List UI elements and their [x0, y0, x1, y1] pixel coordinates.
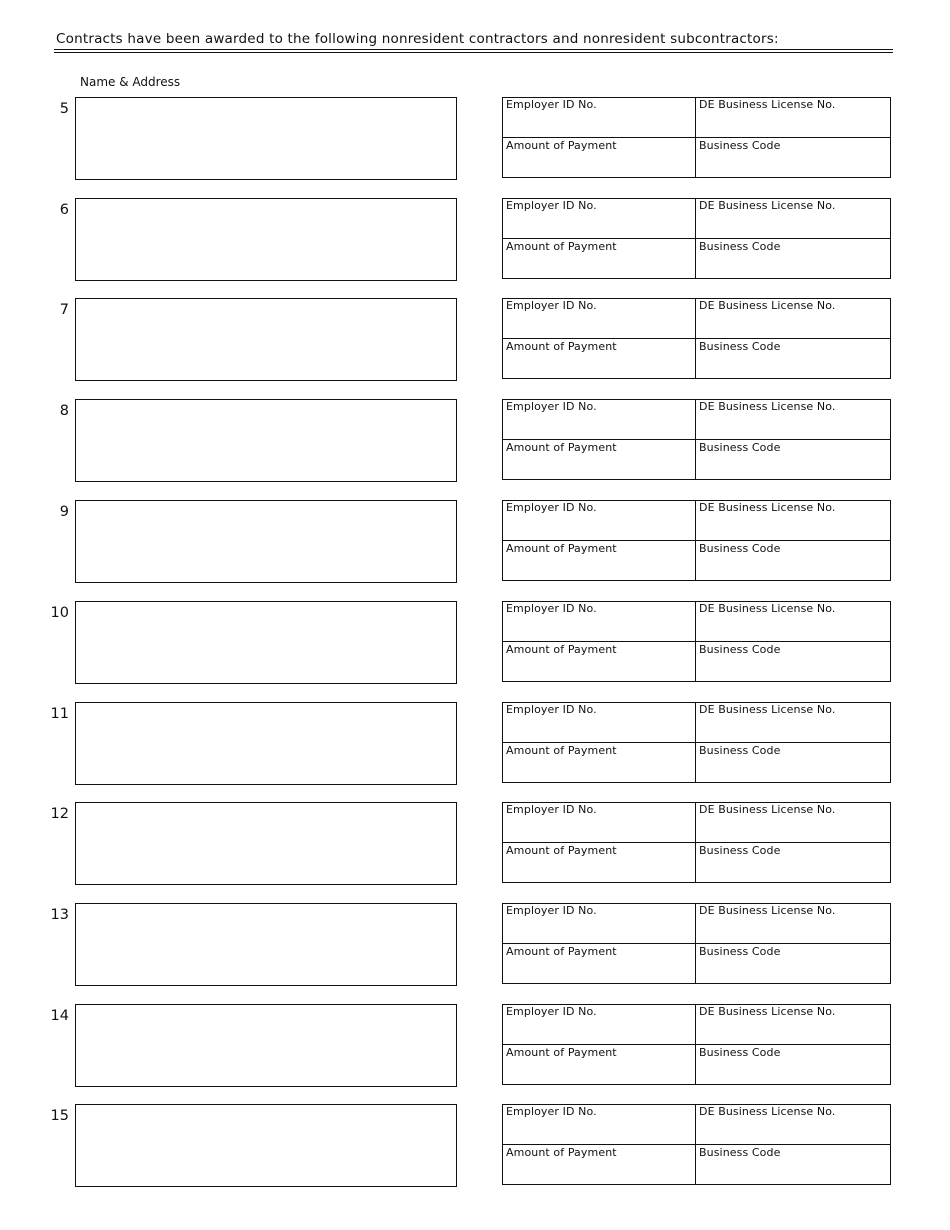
employer-id-field[interactable]: Employer ID No.	[506, 1105, 597, 1118]
amount-of-payment-field[interactable]: Amount of Payment	[506, 441, 617, 454]
contractor-entry	[0, 1004, 950, 1090]
entry-number: 9	[59, 504, 69, 520]
contractor-entry	[0, 298, 950, 384]
employer-id-field[interactable]: Employer ID No.	[506, 703, 597, 716]
employer-id-field[interactable]: Employer ID No.	[506, 1005, 597, 1018]
name-address-field[interactable]	[75, 198, 457, 281]
amount-of-payment-field[interactable]: Amount of Payment	[506, 643, 617, 656]
business-code-field[interactable]: Business Code	[699, 542, 781, 555]
contractor-entry	[0, 500, 950, 586]
grid-divider	[503, 641, 890, 642]
grid-divider	[503, 338, 890, 339]
employer-id-field[interactable]: Employer ID No.	[506, 602, 597, 615]
header-rule-bottom	[54, 52, 893, 53]
contractor-info-grid	[502, 500, 891, 581]
business-license-field[interactable]: DE Business License No.	[699, 602, 836, 615]
contractor-info-grid	[502, 601, 891, 682]
contractor-entry	[0, 198, 950, 284]
name-address-field[interactable]	[75, 702, 457, 785]
header-rule-top	[54, 49, 893, 50]
business-code-field[interactable]: Business Code	[699, 1046, 781, 1059]
amount-of-payment-field[interactable]: Amount of Payment	[506, 542, 617, 555]
business-license-field[interactable]: DE Business License No.	[699, 1005, 836, 1018]
name-address-field[interactable]	[75, 1004, 457, 1087]
business-code-field[interactable]: Business Code	[699, 139, 781, 152]
entry-number: 10	[50, 605, 69, 621]
employer-id-field[interactable]: Employer ID No.	[506, 501, 597, 514]
business-license-field[interactable]: DE Business License No.	[699, 703, 836, 716]
grid-divider	[503, 742, 890, 743]
grid-divider	[503, 439, 890, 440]
name-address-field[interactable]	[75, 399, 457, 482]
form-header-text: Contracts have been awarded to the following nonresident contractors and nonresident subcontractors:	[56, 31, 779, 47]
name-address-field[interactable]	[75, 601, 457, 684]
entry-number: 13	[50, 907, 69, 923]
business-code-field[interactable]: Business Code	[699, 643, 781, 656]
employer-id-field[interactable]: Employer ID No.	[506, 299, 597, 312]
business-license-field[interactable]: DE Business License No.	[699, 1105, 836, 1118]
grid-divider	[503, 1144, 890, 1145]
employer-id-field[interactable]: Employer ID No.	[506, 400, 597, 413]
entry-number: 15	[50, 1108, 69, 1124]
business-license-field[interactable]: DE Business License No.	[699, 299, 836, 312]
entry-number: 8	[59, 403, 69, 419]
name-address-field[interactable]	[75, 802, 457, 885]
business-code-field[interactable]: Business Code	[699, 744, 781, 757]
grid-divider	[503, 137, 890, 138]
business-code-field[interactable]: Business Code	[699, 844, 781, 857]
contractor-info-grid	[502, 97, 891, 178]
name-address-field[interactable]	[75, 97, 457, 180]
amount-of-payment-field[interactable]: Amount of Payment	[506, 240, 617, 253]
contractor-info-grid	[502, 702, 891, 783]
business-code-field[interactable]: Business Code	[699, 240, 781, 253]
employer-id-field[interactable]: Employer ID No.	[506, 904, 597, 917]
contractor-info-grid	[502, 903, 891, 984]
amount-of-payment-field[interactable]: Amount of Payment	[506, 139, 617, 152]
business-license-field[interactable]: DE Business License No.	[699, 803, 836, 816]
contractor-entry	[0, 702, 950, 788]
business-code-field[interactable]: Business Code	[699, 945, 781, 958]
amount-of-payment-field[interactable]: Amount of Payment	[506, 1046, 617, 1059]
business-license-field[interactable]: DE Business License No.	[699, 400, 836, 413]
grid-divider	[503, 238, 890, 239]
business-code-field[interactable]: Business Code	[699, 1146, 781, 1159]
contractor-info-grid	[502, 399, 891, 480]
entry-number: 11	[50, 706, 69, 722]
contractor-entry	[0, 97, 950, 183]
contractor-entry	[0, 601, 950, 687]
name-address-field[interactable]	[75, 298, 457, 381]
grid-divider	[503, 540, 890, 541]
contractor-info-grid	[502, 298, 891, 379]
employer-id-field[interactable]: Employer ID No.	[506, 803, 597, 816]
grid-divider	[503, 1044, 890, 1045]
name-address-field[interactable]	[75, 1104, 457, 1187]
amount-of-payment-field[interactable]: Amount of Payment	[506, 844, 617, 857]
contractor-info-grid	[502, 1004, 891, 1085]
business-code-field[interactable]: Business Code	[699, 441, 781, 454]
contractor-entry	[0, 1104, 950, 1190]
business-license-field[interactable]: DE Business License No.	[699, 904, 836, 917]
contractor-info-grid	[502, 802, 891, 883]
business-code-field[interactable]: Business Code	[699, 340, 781, 353]
entry-number: 5	[59, 101, 69, 117]
contractor-entry	[0, 802, 950, 888]
grid-divider	[503, 943, 890, 944]
entry-number: 6	[59, 202, 69, 218]
entry-number: 7	[59, 302, 69, 318]
contractor-info-grid	[502, 198, 891, 279]
amount-of-payment-field[interactable]: Amount of Payment	[506, 340, 617, 353]
entry-number: 14	[50, 1008, 69, 1024]
amount-of-payment-field[interactable]: Amount of Payment	[506, 744, 617, 757]
business-license-field[interactable]: DE Business License No.	[699, 98, 836, 111]
amount-of-payment-field[interactable]: Amount of Payment	[506, 945, 617, 958]
contractor-entry	[0, 399, 950, 485]
amount-of-payment-field[interactable]: Amount of Payment	[506, 1146, 617, 1159]
name-address-field[interactable]	[75, 903, 457, 986]
business-license-field[interactable]: DE Business License No.	[699, 501, 836, 514]
entry-number: 12	[50, 806, 69, 822]
contractor-info-grid	[502, 1104, 891, 1185]
name-address-field[interactable]	[75, 500, 457, 583]
business-license-field[interactable]: DE Business License No.	[699, 199, 836, 212]
contractor-entry	[0, 903, 950, 989]
name-address-column-label: Name & Address	[80, 75, 181, 89]
employer-id-field[interactable]: Employer ID No.	[506, 199, 597, 212]
grid-divider	[503, 842, 890, 843]
employer-id-field[interactable]: Employer ID No.	[506, 98, 597, 111]
